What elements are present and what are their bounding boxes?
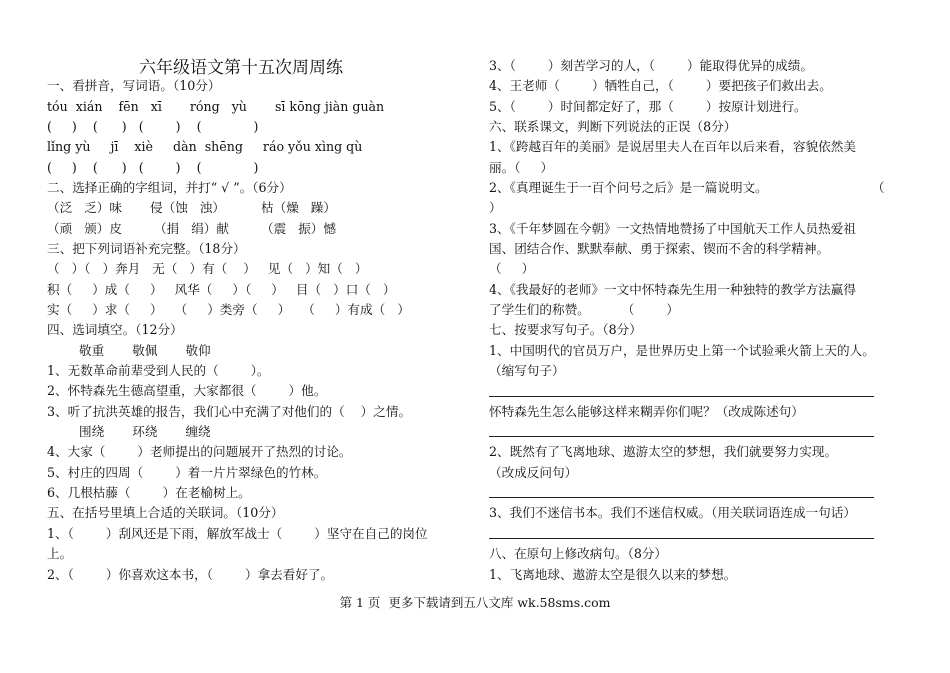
pinyin-row-2: lǐng yù jī xiè dàn shēng ráo yǒu xìng qù xyxy=(47,139,363,154)
section-8-heading: 八、在原句上修改病句。（8分） xyxy=(489,546,668,561)
word-choices-2: 围绕 环绕 缠绕 xyxy=(47,424,211,439)
judge-item-4: 4、《我最好的老师》一文中怀特森先生用一种独特的教学方法赢得 xyxy=(489,282,856,297)
answer-line xyxy=(489,538,874,539)
page-title: 六年级语文第十五次周周练 xyxy=(139,58,343,78)
conjunction-item-1: 1、（ ）刮风还是下雨，解放军战士（ ）坚守在自己的岗位 xyxy=(47,526,428,541)
rewrite-item-3: 3、我们不迷信书本。我们不迷信权威。（用关联词语连成一句话） xyxy=(489,505,856,520)
pinyin-row-1: tóu xián fēn xī róng yù sī kōng jiàn guàn xyxy=(47,99,385,114)
judge-item-3: 3、《千年梦圆在今朝》一文热情地赞扬了中国航天工作人员热爱祖 xyxy=(489,221,856,236)
revise-item-1: 1、飞离地球、遨游太空是很久以来的梦想。 xyxy=(489,567,737,582)
answer-blanks-row-2: ( ) ( ) ( ) ( ) xyxy=(47,160,259,175)
fill-item-2: 2、怀特森先生德高望重，大家都很（ ）他。 xyxy=(47,383,327,398)
fill-item-4: 4、大家（ ）老师提出的问题展开了热烈的讨论。 xyxy=(47,444,352,459)
judge-item-1-cont: 丽。（ ） xyxy=(489,160,554,175)
fill-item-1: 1、无数革命前辈受到人民的（ ）。 xyxy=(47,363,270,378)
judge-item-1: 1、《跨越百年的美丽》是说居里夫人在百年以后来看，容貌依然美 xyxy=(489,139,856,154)
section-2-heading: 二、选择正确的字组词，并打“ √ ”。（6分） xyxy=(47,180,292,195)
fill-item-6: 6、几根枯藤（ ）在老榆树上。 xyxy=(47,485,251,500)
section-1-heading: 一、看拼音，写词语。（10分） xyxy=(47,78,221,93)
rewrite-item-1-instruction: （缩写句子） xyxy=(489,363,565,378)
answer-blanks-row-1: ( ) ( ) ( ) ( ) xyxy=(47,119,259,134)
idiom-row-3: 实（ ）求（ ） （ ）类旁（ ） （ ）有成（ ） xyxy=(47,302,410,317)
judge-item-3-cont: 国、团结合作、默默奉献、勇于探索、锲而不舍的科学精神。 xyxy=(489,241,830,256)
page-footer: 第 1 页 更多下载请到五八文库 wk.58sms.com xyxy=(339,595,611,610)
choice-row-2: （顽 颁）皮 （捐 绢）献 （震 振）憾 xyxy=(47,221,336,236)
rewrite-item-1: 1、中国明代的官员万户，是世界历史上第一个试验乘火箭上天的人。 xyxy=(489,343,875,358)
word-choices-1: 敬重 敬佩 敬仰 xyxy=(47,343,211,358)
section-4-heading: 四、选词填空。（12分） xyxy=(47,322,183,337)
section-7-heading: 七、按要求写句子。（8分） xyxy=(489,322,642,337)
conjunction-item-5: 5、（ ）时间都定好了，那（ ）按原计划进行。 xyxy=(489,99,807,114)
idiom-row-2: 积（ ）成（ ） 风华（ ）（ ） 目（ ）口（ ） xyxy=(47,282,396,297)
fill-item-3: 3、听了抗洪英雄的报告，我们心中充满了对他们的（ ）之情。 xyxy=(47,404,412,419)
section-6-heading: 六、联系课文，判断下列说法的正误（8分） xyxy=(489,119,737,134)
judge-item-3-blank: （ ） xyxy=(489,261,535,276)
rewrite-item-2: 2、既然有了飞离地球、遨游太空的梦想，我们就要努力实现。 xyxy=(489,444,838,459)
fill-item-5: 5、村庄的四周（ ）着一片片翠绿色的竹林。 xyxy=(47,465,327,480)
judge-item-2-cont: ） xyxy=(489,200,502,215)
conjunction-item-4: 4、王老师（ ）牺牲自己，（ ）要把孩子们救出去。 xyxy=(489,78,832,93)
choice-row-1: （泛 乏）味 侵（蚀 浊） 枯（燥 躁） xyxy=(47,200,336,215)
rewrite-item-2-instruction: （改成反问句） xyxy=(489,465,578,480)
section-5-heading: 五、在括号里填上合适的关联词。（10分） xyxy=(47,505,284,520)
conjunction-item-3: 3、（ ）刻苦学习的人，（ ）能取得优异的成绩。 xyxy=(489,58,813,73)
judge-item-2: 2、《真理诞生于一百个问号之后》是一篇说明文。 （ xyxy=(489,180,885,195)
section-3-heading: 三、把下列词语补充完整。（18分） xyxy=(47,241,246,256)
answer-line xyxy=(489,497,874,498)
answer-line xyxy=(489,436,874,437)
conjunction-item-1-cont: 上。 xyxy=(47,546,73,561)
idiom-row-1: （ ）（ ）奔月 无（ ）有（ ） 见（ ）知（ ） xyxy=(47,261,368,276)
judge-item-4-cont: 了学生们的称赞。 （ ） xyxy=(489,302,679,317)
rewrite-item-sub: 怀特森先生怎么能够这样来糊弄你们呢？（改成陈述句） xyxy=(489,404,804,419)
conjunction-item-2: 2、（ ）你喜欢这本书，（ ）拿去看好了。 xyxy=(47,567,334,582)
answer-line xyxy=(489,396,874,397)
